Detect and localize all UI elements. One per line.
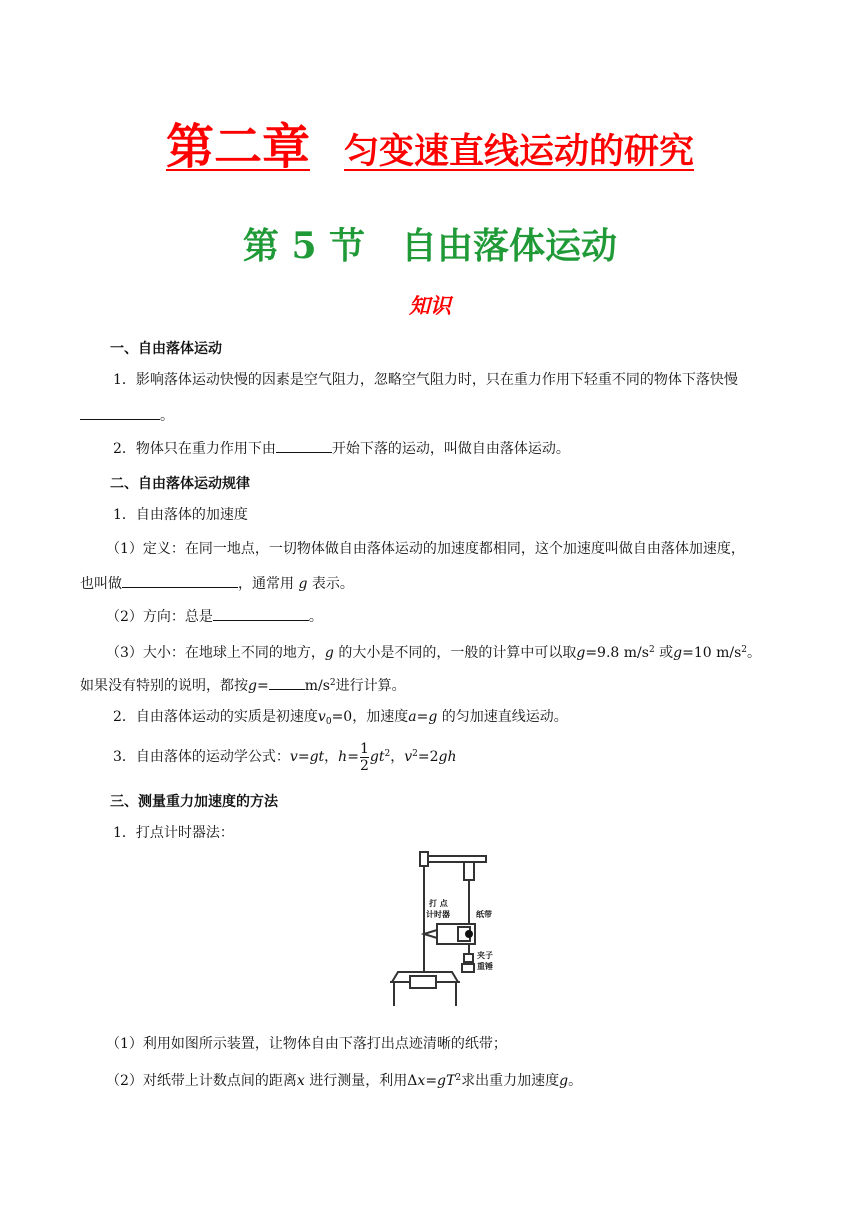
paragraph-3-1: 1．打点计时器法： bbox=[113, 825, 234, 841]
paragraph-2-1: 1．自由落体的加速度 bbox=[113, 507, 248, 523]
label-weight: 重锤 bbox=[477, 962, 493, 971]
paragraph-1-1: 1．影响落体运动快慢的因素是空气阻力，忽略空气阻力时，只在重力作用下轻重不同的物体下落快慢 bbox=[113, 372, 738, 388]
label-timer-line1: 打 点 bbox=[429, 899, 448, 908]
chapter-name: 匀变速直线运动的研究 bbox=[344, 131, 695, 172]
paragraph-1-1-cont: 。 bbox=[80, 405, 174, 426]
paragraph-2-3-formulas: 3．自由落体的运动学公式：v=gt，h= $\frac{1}{2}$ $gt^2$，$v^2=2gh$ bbox=[113, 740, 457, 774]
section-number: 第 5 节 bbox=[242, 225, 366, 267]
apparatus-figure bbox=[380, 850, 500, 1010]
paragraph-1-2: 2．物体只在重力作用下由 开始下落的运动，叫做自由落体运动。 bbox=[113, 438, 570, 459]
fraction-one-half: $\frac{1}{2}$ bbox=[359, 740, 369, 774]
section-name: 自由落体运动 bbox=[401, 225, 618, 267]
paragraph-magnitude: （3）大小：在地球上不同的地方，g 的大小是不同的，一般的计算中可以取g=9.8 $m/s^2$ 或g=10 $m/s^2$。 bbox=[106, 645, 761, 661]
paragraph-definition-cont: 也叫做 ，通常用 g 表示。 bbox=[80, 573, 354, 594]
chapter-number: 第二章 bbox=[165, 119, 310, 175]
label-tape: 纸带 bbox=[476, 910, 492, 919]
paragraph-method-2: （2）对纸带上计数点间的距离x 进行测量，利用$\Delta x=gT^2$求出重力加速度g。 bbox=[106, 1073, 583, 1089]
paragraph-definition: （1）定义：在同一地点，一切物体做自由落体运动的加速度都相同，这个加速度叫做自由落体加速度， bbox=[106, 541, 745, 557]
heading-part3: 三、测量重力加速度的方法 bbox=[110, 794, 278, 810]
label-clip: 夹子 bbox=[477, 951, 493, 960]
paragraph-direction: （2）方向：总是 。 bbox=[106, 606, 323, 627]
chapter-title bbox=[0, 108, 860, 177]
label-timer-line2: 计时器 bbox=[426, 910, 450, 919]
heading-part2: 二、自由落体运动规律 bbox=[110, 476, 250, 492]
blank-5 bbox=[269, 675, 305, 690]
blank-3 bbox=[122, 573, 238, 588]
paragraph-magnitude-cont: 如果没有特别的说明，都按$g= m/s^2$进行计算。 bbox=[80, 673, 406, 696]
paragraph-2-2: 2．自由落体运动的实质是初速度$v_0=0$，加速度a=g 的匀加速直线运动。 bbox=[113, 709, 568, 727]
paragraph-method-1: （1）利用如图所示装置，让物体自由下落打出点迹清晰的纸带； bbox=[106, 1036, 507, 1052]
heading-part1: 一、自由落体运动 bbox=[110, 341, 222, 357]
section-title bbox=[0, 218, 860, 269]
blank-1 bbox=[80, 405, 160, 420]
blank-2 bbox=[276, 438, 332, 453]
blank-4 bbox=[213, 606, 309, 621]
knowledge-label: 知识 bbox=[409, 293, 451, 318]
